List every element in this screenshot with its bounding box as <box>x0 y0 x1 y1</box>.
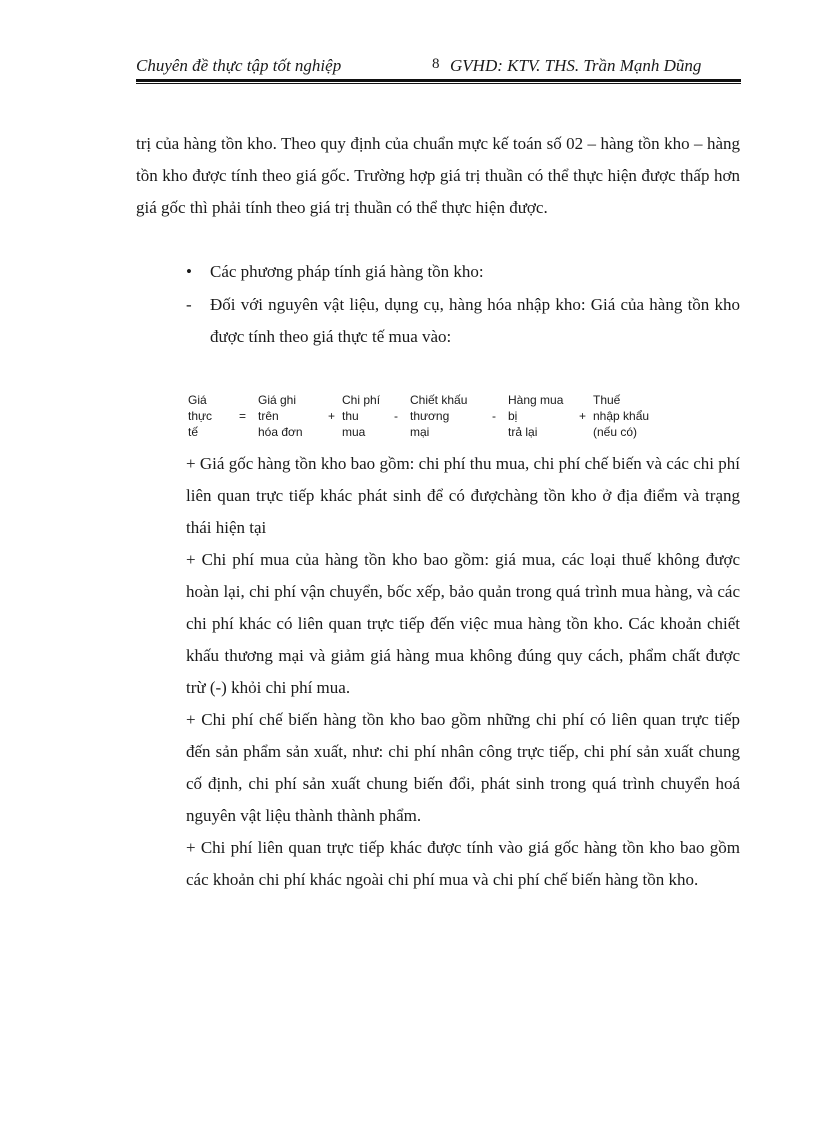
paragraph-intro: trị của hàng tồn kho. Theo quy định của chuẩn mực kế toán số 02 – hàng tồn kho – hàng tồn kho được tính theo giá gốc. Trường hợp giá trị thuần có thể thực hiện được thấp hơn giá gốc thì phải tính theo giá trị thuần có thể thực hiện được. <box>136 134 740 217</box>
formula-term-purchase-cost: Chi phí thu mua <box>342 393 381 439</box>
formula-term-import-tax: Thuế nhập khẩu (nếu có) <box>593 393 650 439</box>
formula-term-invoice-price: Giá ghi trên hóa đơn <box>258 393 303 439</box>
dash-mark: - <box>186 295 192 314</box>
header-rule-thin <box>136 83 741 84</box>
paragraph-other-cost: + Chi phí liên quan trực tiếp khác được tính vào giá gốc hàng tồn kho bao gồm các khoản chi phí khác ngoài chi phí mua và chi phí chế biến hàng tồn kho. <box>186 838 740 889</box>
page-header <box>136 56 740 78</box>
header-supervisor: GVHD: KTV. THS. Trần Mạnh Dũng <box>450 56 702 75</box>
header-title: Chuyên đề thực tập tốt nghiệp <box>136 56 342 75</box>
formula-op-equals: = <box>239 409 247 423</box>
formula-term-returns: Hàng mua bị trả lại <box>508 393 564 439</box>
paragraphs-detail <box>186 448 740 896</box>
formula-op-minus-1: - <box>394 409 398 423</box>
paragraph-processing-cost: + Chi phí chế biến hàng tồn kho bao gồm những chi phí có liên quan trực tiếp đến sản phẩm sản xuất, như: chi phí nhân công trực tiếp, chi phí sản xuất chung cố định, chi phí sản xuất chung biến đổi, phát sinh trong quá trình chuyển hoá nguyên vật liệu thành thành phẩm. <box>186 710 740 825</box>
paragraph-original-cost: + Giá gốc hàng tồn kho bao gồm: chi phí thu mua, chi phí chế biến và các chi phí liên quan trực tiếp khác phát sinh để có đượchàng tồn kho ở địa điểm và trạng thái hiện tại <box>186 454 740 537</box>
cost-formula <box>186 392 746 444</box>
bullet-text: Các phương pháp tính giá hàng tồn kho: <box>210 262 484 281</box>
formula-term-actual-price: Giá thực tế <box>188 393 213 439</box>
paragraph-purchase-cost: + Chi phí mua của hàng tồn kho bao gồm: giá mua, các loại thuế không được hoàn lại, chi phí vận chuyển, bốc xếp, bảo quản trong quá trình mua hàng, và các chi phí khác có liên quan trực tiếp đến việc mua hàng tồn kho. Các khoản chiết khấu thương mại và giảm giá hàng mua không đúng quy cách, phẩm chất được trừ (-) khỏi chi phí mua. <box>186 550 740 697</box>
dash-text: Đối với nguyên vật liệu, dụng cụ, hàng hóa nhập kho: Giá của hàng tồn kho được tính theo giá thực tế mua vào: <box>210 295 740 346</box>
formula-op-minus-2: - <box>492 409 496 423</box>
formula-term-trade-discount: Chiết khấu thương mại <box>410 393 468 439</box>
formula-op-plus-1: + <box>328 409 336 423</box>
page-number: 8 <box>432 56 440 72</box>
bullet-mark: • <box>186 262 192 281</box>
header-rule-thick <box>136 79 741 82</box>
formula-op-plus-2: + <box>579 409 587 423</box>
